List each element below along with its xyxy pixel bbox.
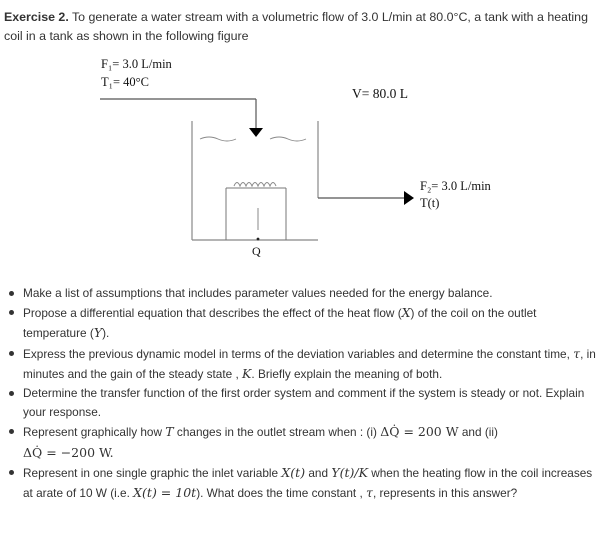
volume-label: V= 80.0 L xyxy=(352,86,408,101)
exercise-intro-text: To generate a water stream with a volumetric flow of 3.0 L/min at 80.0°C, a tank with a heating coil in a tank as shown in the following figure xyxy=(4,10,588,43)
inlet-temp-label: T₁= 40°C xyxy=(101,75,150,89)
inlet-flow-label: F₁= 3.0 L/min xyxy=(101,57,172,71)
heat-dot xyxy=(257,238,260,241)
question-item-1: Make a list of assumptions that includes parameter values needed for the energy balance. xyxy=(4,284,600,303)
question-item-6: Represent in one single graphic the inlet variable X(t) and Y(t)/K when the heating flow in the coil increases at arate of 10 W (i.e. X(t) = 10t). What does the time constant , τ, represents in this answer? xyxy=(4,463,600,503)
heat-flow-label: Q xyxy=(252,244,261,258)
outlet-flow-label: F₂= 3.0 L/min xyxy=(420,179,491,193)
exercise-label: Exercise 2. xyxy=(4,10,69,24)
question-item-4: Determine the transfer function of the first order system and comment if the system is steady or not. Explain your response. xyxy=(4,384,600,422)
question-list xyxy=(4,284,600,503)
question-item-3: Express the previous dynamic model in terms of the deviation variables and determine the constant time, τ, in minutes and the gain of the steady state , K. Briefly explain the meaning of both. xyxy=(4,344,600,384)
question-item-2: Propose a differential equation that describes the effect of the heat flow (X) of the coil on the outlet temperature (Y). xyxy=(4,303,600,343)
outlet-arrow-icon xyxy=(404,191,414,205)
question-item-5: Represent graphically how T changes in the outlet stream when : (i) ΔQ̇ = 200 W and (ii) ΔQ̇ = −200 W. xyxy=(4,422,600,462)
heating-coil xyxy=(234,183,276,187)
outlet-temp-label: T(t) xyxy=(420,196,440,210)
liquid-level xyxy=(200,137,306,141)
inlet-arrow-icon xyxy=(249,128,263,137)
